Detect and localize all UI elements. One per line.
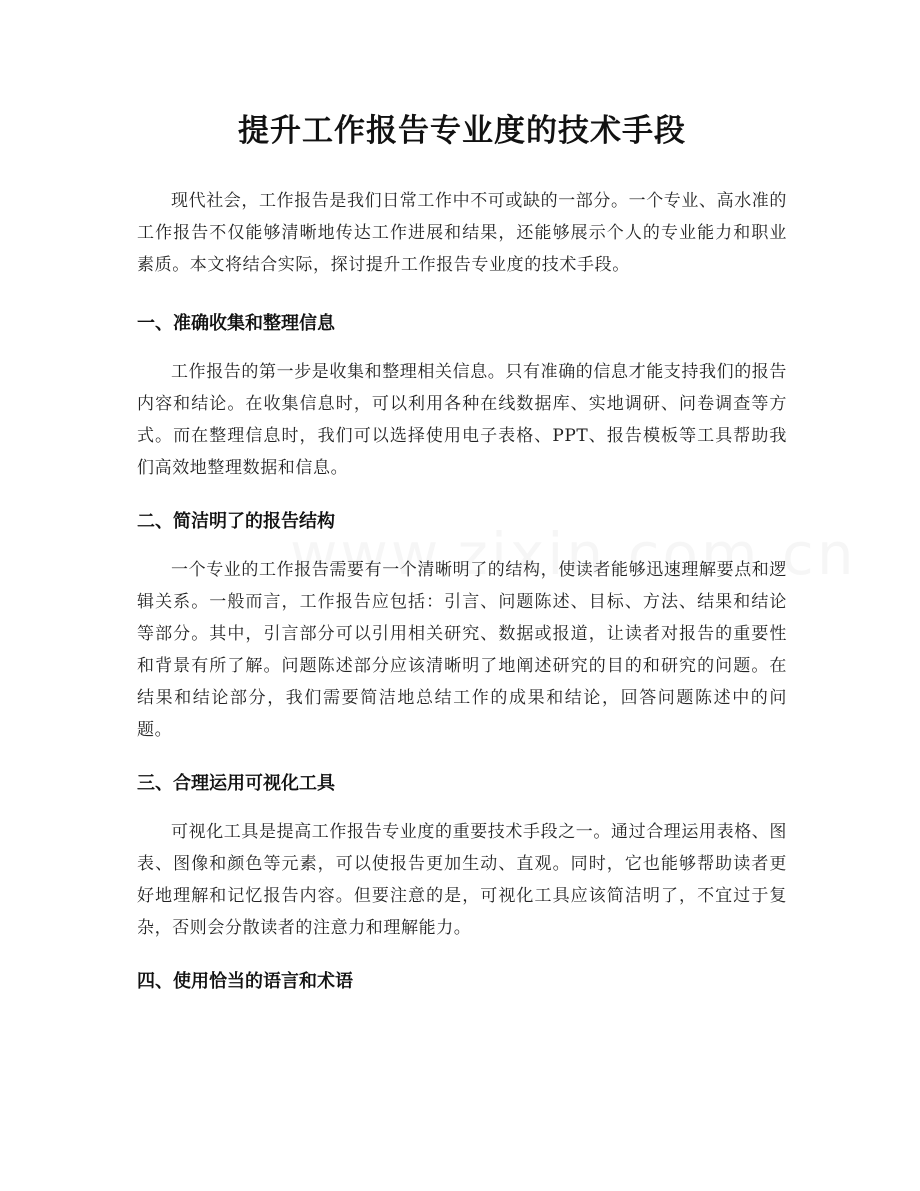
intro-paragraph: 现代社会，工作报告是我们日常工作中不可或缺的一部分。一个专业、高水准的工作报告不仅能够清晰地传达工作进展和结果，还能够展示个人的专业能力和职业素质。本文将结合实际，探讨提升工作报告专业度的技术手段。 — [137, 191, 787, 275]
section-heading-4: 四、使用恰当的语言和术语 — [137, 971, 353, 992]
section-body-3: 可视化工具是提高工作报告专业度的重要技术手段之一。通过合理运用表格、图表、图像和颜色等元素，可以使报告更加生动、直观。同时，它也能够帮助读者更好地理解和记忆报告内容。但要注意的是，可视化工具应该简洁明了，不宜过于复杂，否则会分散读者的注意力和理解能力。 — [137, 822, 787, 938]
section-heading-3: 三、合理运用可视化工具 — [137, 773, 335, 794]
section-heading-2: 二、简洁明了的报告结构 — [137, 511, 335, 532]
section-body-2: 一个专业的工作报告需要有一个清晰明了的结构，使读者能够迅速理解要点和逻辑关系。一般而言，工作报告应包括：引言、问题陈述、目标、方法、结果和结论等部分。其中，引言部分可以引用相关研究、数据或报道，让读者对报告的重要性和背景有所了解。问题陈述部分应该清晰明了地阐述研究的目的和研究的问题。在结果和结论部分，我们需要简洁地总结工作的成果和结论，回答问题陈述中的问题。 — [137, 560, 787, 740]
section-body-1: 工作报告的第一步是收集和整理相关信息。只有准确的信息才能支持我们的报告内容和结论。在收集信息时，可以利用各种在线数据库、实地调研、问卷调查等方式。而在整理信息时，我们可以选择使用电子表格、PPT、报告模板等工具帮助我们高效地整理数据和信息。 — [137, 362, 787, 478]
section-heading-1: 一、准确收集和整理信息 — [137, 313, 335, 334]
document-page — [137, 0, 787, 998]
document-title: 提升工作报告专业度的技术手段 — [238, 113, 686, 149]
